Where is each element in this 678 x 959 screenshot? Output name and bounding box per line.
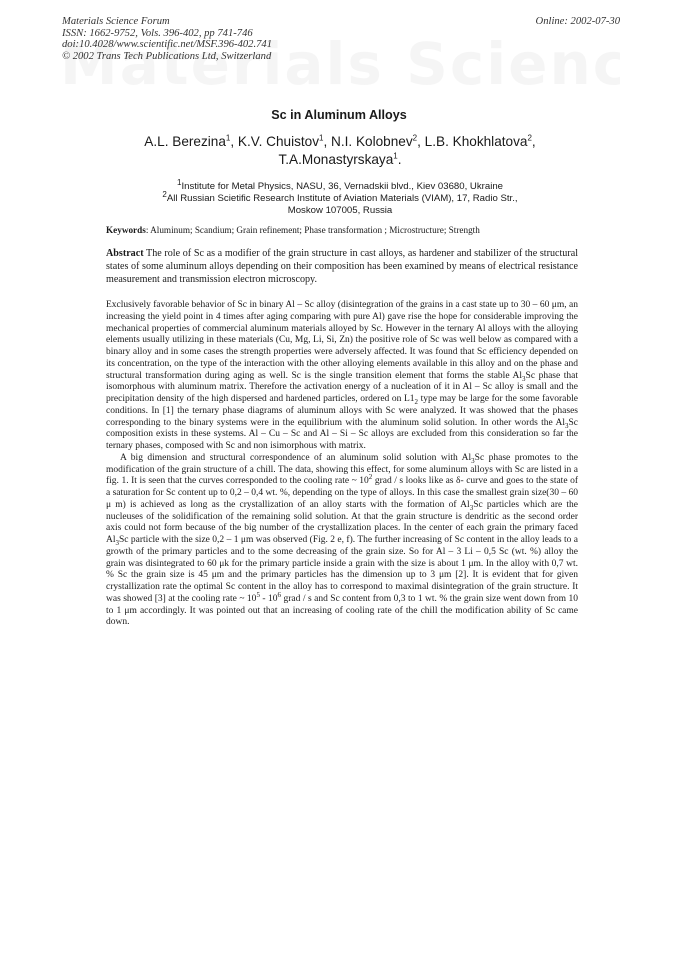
journal-name: Materials Science Forum: [62, 16, 170, 27]
affiliation-text: Institute for Metal Physics, NASU, 36, Vernadskii blvd., Kiev 03680, Ukraine: [181, 181, 503, 192]
author-name: T.A.Monastyrskaya: [278, 151, 394, 167]
affiliation-marker: 2: [527, 133, 532, 143]
affiliation-marker: 1: [177, 177, 182, 187]
paragraph-2: A big dimension and structural correspondence of an aluminum solid solution with $Al_3Sc$ phase promotes to the modification of the grain structure of a chill. The data, showing this effect, for some aluminum alloys with Sc are listed in a fig. 1. It is seen that the curves corresponded to the cooling rate ~ $10^2$ grad / s looks like as δ- curve and goes to the state of a saturation for Sc content up to 0,2 – 0,4 wt. %, depending on the type of alloys. In this case the smallest grain size(30 – 60 μ m) is achieved as long as the crystallization of an alloy starts with the formation of $Al_3Sc$ particles which are the nucleuses of the solidification of the remaining solid solution. At that the grain structure is dendritic as the second order axis could not form because of the big number of the crystallization places. In the center of each grain the primary faced $Al_3Sc$ particle with the size 0,2 – 1 μm was observed (Fig. 2 e, f). The further increasing of Sc content in the alloy leads to a growth of the primary particles and to the some decreasing of the grain size. So for Al – 3 Li – 0,5 Sc (wt. %) alloy the grain was disintegrated to 60 μk for the primary particle inside a grain with the size is about 1 μm. In the alloy with 0,7 wt. % Sc the grain size is 45 μm and the primary particles has the dimension up to 3 μm [2]. It is evident that for given crystallization rate the optimal Sc content in the alloy has to correspond to maximal disintegration of the grain structure. It was showed [3] at the cooling rate ~ $10^5 - 10^6$ grad / s and Sc content from 0,3 to 1 wt. % the grain size went down from 10 to 1 μm accordingly. It was pointed out that an increasing of cooling rate of the chill the modification ability of Sc came down.: [106, 452, 579, 628]
paper-title: Sc in Aluminum Alloys: [271, 108, 407, 122]
affiliation-2: [90, 189, 590, 217]
author-name: L.B. Khokhlatova: [424, 134, 528, 149]
author-name: N.I. Kolobnev: [331, 134, 413, 149]
keywords-text: : Aluminum; Scandium; Grain refinement; Phase transformation ; Microstructure; Strength: [145, 225, 480, 235]
journal-header: [62, 16, 402, 62]
body-text: [106, 300, 578, 629]
copyright-line: © 2002 Trans Tech Publications Ltd, Switzerland: [62, 50, 272, 62]
affiliation-marker: 2: [412, 133, 418, 143]
affiliation-marker: 2: [162, 189, 167, 199]
online-date: Online: 2002-07-30: [535, 16, 620, 27]
affiliation-text-cont: Moskow 107005, Russia: [287, 205, 393, 216]
abstract-text: The role of Sc as a modifier of the grain structure in cast alloys, as hardener and stabilizer of the structural states of some aluminum alloys depending on their composition has been examined by means of electrical resistance measurement and transmission electron microscopy.: [106, 248, 578, 285]
author-name: K.V. Chuistov: [237, 134, 320, 149]
keywords-label: Keywords: [106, 225, 146, 235]
doi-line[interactable]: doi:10.4028/www.scientific.net/MSF.396-402.741: [62, 39, 272, 51]
affiliation-marker: 1: [393, 150, 398, 160]
affiliation-marker: 1: [319, 133, 324, 143]
author-name: A.L. Berezina: [144, 134, 226, 149]
author-list: A.L. Berezina$^1$, K.V. Chuistov$^1$, N.I. Kolobnev$^2$, L.B. Khokhlatova$^2$, T.A.Monastyrskaya$^1$.: [144, 133, 536, 167]
paragraph-1: Exclusively favorable behavior of Sc in binary Al – Sc alloy (disintegration of the grains in a cast state up to 30 – 60 μm, an increasing the yield point in 4 times after aging comparing with pure Al) gave rise the hope for considerable improving the mechanical properties of commercial aluminum materials alloyed by Sc. However in the ternary Al alloys with the alloying elements usually utilizing in these materials (Cu, Mg, Li, Si, Zn) the positive role of Sc was well below as compared with a binary alloy and in some cases the strength properties were adversely affected. It was found that Sc efficiency depended on its concentration, on the type of the interaction with the other alloying elements available in this alloy and on the phase and structural transformation during aging as well. Sc is the single transition element that forms the stable $Al_3Sc$ phase that isomorphous with aluminum matrix. Therefore the activation energy of a nucleation of it in Al – Sc alloy is small and the precipitation density of the high dispersed and hardened particles, ordered on $L1_2$ type may be large for the some favorable conditions. In [1] the ternary phase diagrams of aluminum alloys with Sc were analyzed. It was showed that the phases corresponding to the binary systems were in the equilibrium with the aluminum solid solution. In other words the $Al_3Sc$ composition exists in these systems. Al – Cu – Sc and Al – Si – Sc alloys are excluded from this consideration so far the ternary phases, composed with Sc and non isimorphous with matrix.: [106, 300, 578, 451]
abstract: [106, 247, 578, 286]
abstract-label: Abstract: [106, 248, 144, 259]
affiliation-marker: 1: [225, 133, 231, 143]
affiliation-text: All Russian Scietific Research Institute of Aviation Materials (VIAM), 17, Radio Str.,: [166, 193, 518, 204]
issn-line: ISSN: 1662-9752, Vols. 396-402, pp 741-746: [62, 27, 253, 39]
keywords: [106, 225, 576, 236]
